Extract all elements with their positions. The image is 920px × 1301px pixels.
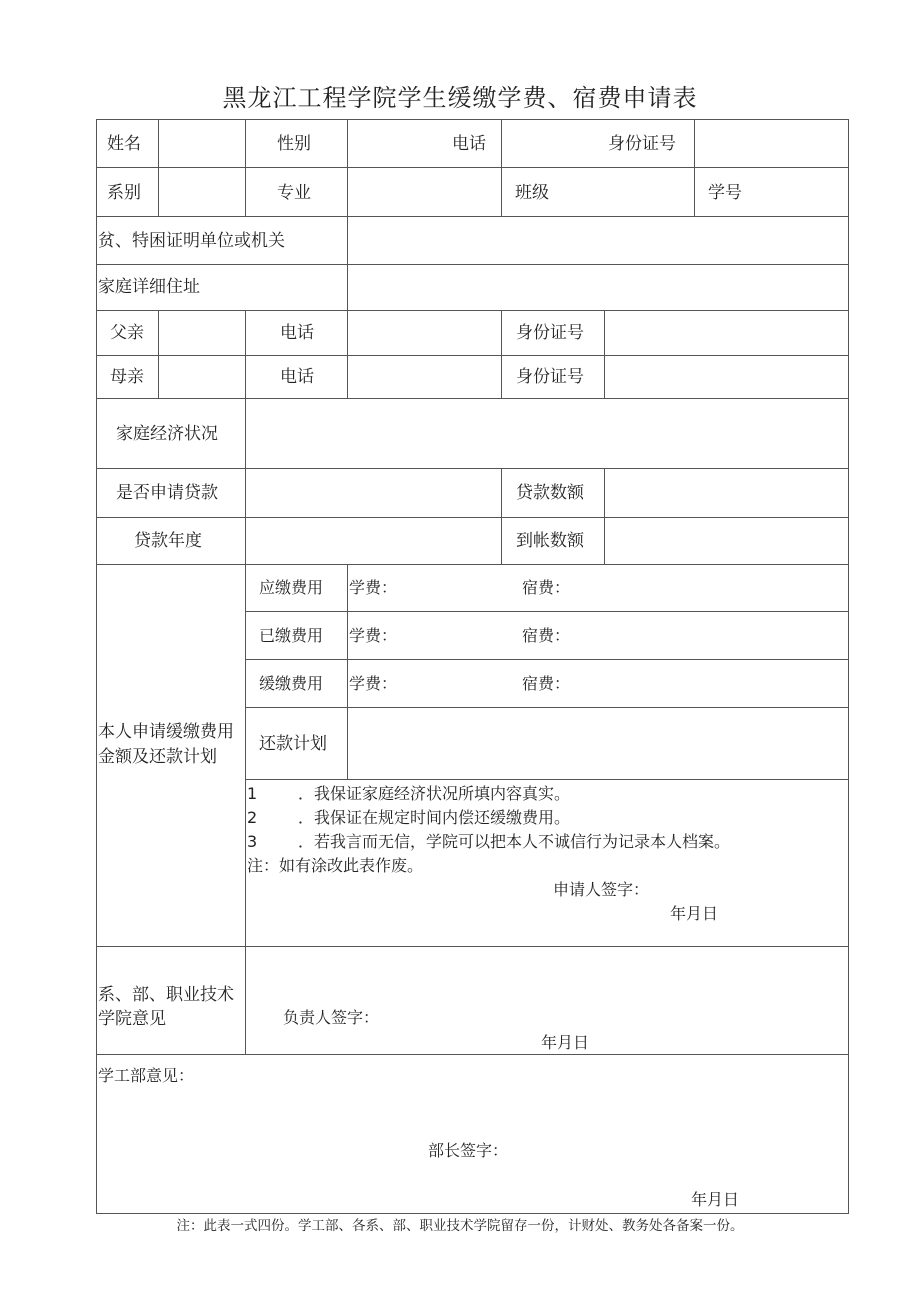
label-father-id: 身份证号: [516, 323, 584, 343]
applicant-date: 年月日: [670, 904, 719, 923]
form-title: 黑龙江工程学院学生缓缴学费、宿费申请表: [222, 84, 698, 112]
pledge-number: 3: [247, 832, 258, 851]
home-address-field[interactable]: [348, 265, 848, 310]
gender-field[interactable]: [348, 120, 448, 167]
col-divider: [501, 119, 502, 216]
form-footnote: 注：此表一式四份。学工部、各系、部、职业技术学院留存一份，计财处、教务处各备案一份。: [176, 1218, 744, 1234]
label-fee-deferred: 缓缴费用: [259, 674, 324, 693]
label-phone: 电话: [452, 134, 486, 154]
pledge-text: ．我保证家庭经济状况所填内容真实。: [298, 784, 571, 803]
loan-year-field[interactable]: [246, 518, 501, 564]
father-id-field[interactable]: [605, 311, 848, 355]
label-gender: 性别: [277, 134, 311, 154]
label-loan-year: 贷款年度: [134, 531, 202, 551]
label-class: 班级: [515, 183, 549, 203]
minister-signature-label: 部长签字：: [428, 1141, 509, 1160]
label-home-address: 家庭详细住址: [98, 277, 200, 297]
row-divider: [96, 1054, 849, 1055]
label-student-number: 学号: [708, 183, 742, 203]
label-apply-loan: 是否申请贷款: [116, 483, 218, 503]
col-divider: [501, 468, 502, 564]
label-mother: 母亲: [110, 367, 144, 387]
pledge-number: 1: [247, 784, 258, 803]
label-id-number: 身份证号: [608, 134, 676, 154]
col-divider: [501, 310, 502, 398]
col-divider: [245, 310, 246, 398]
label-poverty-certificate: 贫、特困证明单位或机关: [98, 231, 285, 251]
fee-deferred-dorm-label: 宿费：: [522, 674, 571, 693]
label-received-amount: 到帐数额: [516, 531, 584, 551]
apply-loan-field[interactable]: [246, 469, 501, 517]
label-major: 专业: [277, 183, 311, 203]
department-date: 年月日: [541, 1033, 590, 1052]
name-field[interactable]: [159, 120, 245, 167]
pledge-text: ．我保证在规定时间内偿还缓缴费用。: [298, 808, 571, 827]
label-father-phone: 电话: [280, 323, 314, 343]
alteration-note: 注：如有涂改此表作废。: [247, 856, 424, 875]
fee-due-dorm-label: 宿费：: [522, 578, 571, 597]
fee-due-tuition-field[interactable]: [395, 565, 520, 611]
fee-paid-tuition-field[interactable]: [395, 612, 520, 659]
label-department-opinion: 系、部、职业技术学院意见: [98, 985, 234, 1029]
poverty-certificate-field[interactable]: [348, 217, 848, 264]
fee-deferred-tuition-field[interactable]: [395, 660, 520, 707]
label-mother-id: 身份证号: [516, 367, 584, 387]
fee-due-dorm-field[interactable]: [570, 565, 848, 611]
label-father: 父亲: [110, 323, 144, 343]
pledge-text: ．若我言而无信，学院可以把本人不诚信行为记录本人档案。: [298, 832, 731, 851]
fee-deferred-tuition-label: 学费：: [349, 674, 398, 693]
label-deferral-request: 本人申请缓缴费用金额及还款计划: [98, 722, 234, 767]
label-department: 系别: [107, 183, 141, 203]
father-name-field[interactable]: [159, 311, 245, 355]
label-loan-amount: 贷款数额: [516, 483, 584, 503]
label-repay-plan: 还款计划: [259, 734, 327, 754]
label-fee-due: 应缴费用: [259, 578, 324, 597]
pledge-number: 2: [247, 808, 258, 827]
fee-paid-dorm-label: 宿费：: [522, 626, 571, 645]
major-field[interactable]: [348, 168, 501, 216]
label-student-affairs-opinion: 学工部意见：: [98, 1066, 195, 1085]
fee-due-tuition-label: 学费：: [349, 578, 398, 597]
label-mother-phone: 电话: [280, 367, 314, 387]
fee-deferred-dorm-field[interactable]: [570, 660, 848, 707]
mother-id-field[interactable]: [605, 356, 848, 398]
label-name: 姓名: [107, 134, 141, 154]
col-divider: [245, 119, 246, 216]
id-number-field[interactable]: [695, 120, 848, 167]
row-divider: [245, 779, 849, 780]
family-economy-field[interactable]: [246, 399, 848, 468]
fee-paid-tuition-label: 学费：: [349, 626, 398, 645]
student-affairs-date: 年月日: [691, 1190, 740, 1209]
applicant-signature-label: 申请人签字：: [553, 880, 650, 899]
department-opinion-field[interactable]: [246, 947, 848, 1002]
person-in-charge-signature-label: 负责人签字：: [283, 1008, 380, 1027]
department-field[interactable]: [159, 168, 245, 216]
mother-name-field[interactable]: [159, 356, 245, 398]
loan-amount-field[interactable]: [605, 469, 848, 517]
label-family-economy: 家庭经济状况: [116, 424, 218, 444]
father-phone-field[interactable]: [348, 311, 501, 355]
fee-paid-dorm-field[interactable]: [570, 612, 848, 659]
student-affairs-opinion-field[interactable]: [97, 1090, 848, 1140]
repay-plan-field[interactable]: [348, 708, 848, 779]
mother-phone-field[interactable]: [348, 356, 501, 398]
applicant-signature-field[interactable]: [660, 875, 840, 901]
label-fee-paid: 已缴费用: [259, 626, 324, 645]
received-amount-field[interactable]: [605, 518, 848, 564]
